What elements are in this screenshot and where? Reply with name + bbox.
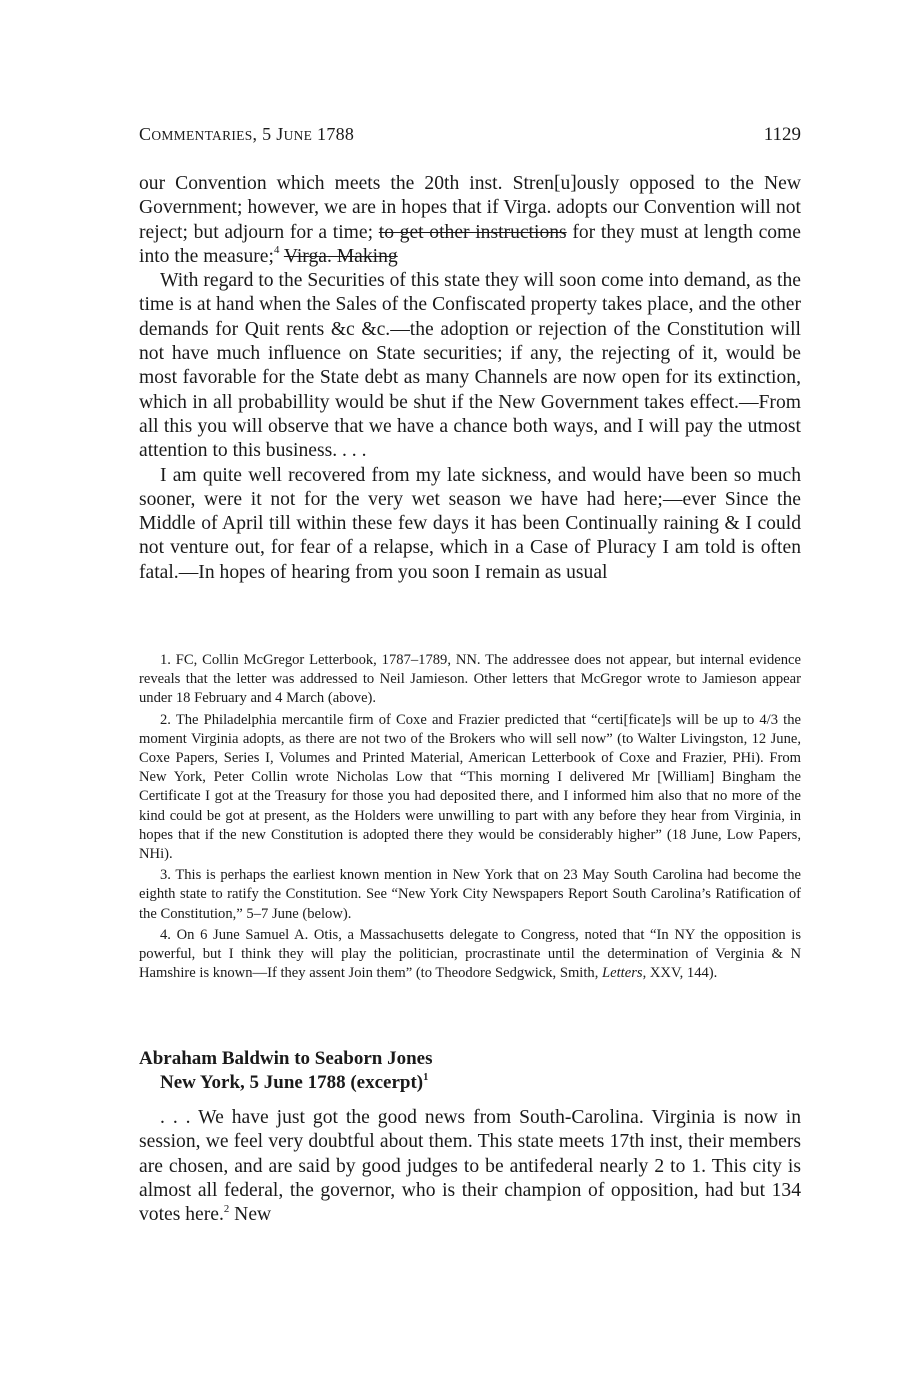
- footnote-ref[interactable]: 4: [273, 244, 280, 257]
- letter-paragraph-3: I am quite well recovered from my late sickness, and would have been so much sooner, were it not for the very wet season we have had here;—ever Since the Middle of April till within these few days it has been Continually raining & I could not venture out, for fear of a relapse, which in a Case of Pluracy I am told is often fatal.—In hopes of hearing from you soon I remain as usual: [139, 464, 801, 583]
- running-head: COMMENTARIES, 5 JUNE 1788: [139, 124, 355, 144]
- page-number: 1129: [763, 124, 801, 145]
- struck-text: Virga. Making: [283, 245, 398, 267]
- letter-paragraph-1: our Convention which meets the 20th inst. Stren[u]ously opposed to the New Government; however, we are in hopes that if Virga. adopts our Convention will not reject; but adjourn for a time; to get other instructions for they must at length come into the measure;$^4$ Virga. Making: [139, 173, 801, 267]
- footnote-ref[interactable]: 2: [223, 1202, 230, 1215]
- document-body: [139, 1106, 801, 1227]
- document-dateline: New York, 5 June 1788 (excerpt)$^1$: [160, 1071, 429, 1093]
- letter-body: [139, 172, 801, 585]
- struck-text: to get other instructions: [378, 221, 567, 243]
- document-heading: [139, 1047, 801, 1095]
- document-paragraph: . . . We have just got the good news from South-Carolina. Virginia is now in session, we feel very doubtful about them. This state meets 17th inst, their members are chosen, and are said by good judges to be antifederal nearly 2 to 1. This city is almost all federal, the governor, who is their champion of opposition, had but 134 votes here.$^2$ New: [139, 1107, 801, 1226]
- footnote-1: 1. FC, Collin McGregor Letterbook, 1787–1789, NN. The addressee does not appear, but internal evidence reveals that the letter was addressed to Neil Jamieson. Other letters that McGregor wrote to Jamieson appear under 18 February and 4 March (above).: [139, 652, 801, 707]
- letter-paragraph-2: With regard to the Securities of this state they will soon come into demand, as the time is at hand when the Sales of the Confiscated property takes place, and the other demands for Quit rents &c &c.—the adoption or rejection of the Constitution will not have much influence on State securities; if any, the rejecting of it, would be most favorable for the State debt as many Channels are now open for its extinction, which in all probabillity would be shut if the New Government takes effect.—From all this you will observe that we have a chance both ways, and I will pay the utmost attention to this business. . . .: [139, 270, 801, 462]
- footnote-4: 4. On 6 June Samuel A. Otis, a Massachusetts delegate to Congress, noted that “In NY the opposition is powerful, but I think they will play the politician, procrastinate until the determination of Verginia & N Hamshire is known—If they assent Join them” (to Theodore Sedgwick, Smith, Letters, XXV, 144).: [139, 926, 801, 982]
- footnote-ref[interactable]: 1: [423, 1071, 429, 1083]
- footnote-2: 2. The Philadelphia mercantile firm of Coxe and Frazier predicted that “certi[ficate]s will be up to 4/3 the moment Virginia adopts, as there are not two of the Brokers who will sell now” (to Walter Livingston, 12 June, Coxe Papers, Series I, Volumes and Printed Material, American Letterbook of Coxe and Frazier, PHi). From New York, Peter Collin wrote Nicholas Low that “This morning I delivered Mr [William] Bingham the Certificate I got at the Treasury for those you had deposited there, and I informed him also that no more of the kind could be got at present, as the Holders were unwilling to part with any before they hear from Virginia, in hopes that if the new Constitution is adopted there they would be considerably higher” (18 June, Low Papers, NHi).: [139, 711, 801, 863]
- footnote-3: 3. This is perhaps the earliest known mention in New York that on 23 May South Carolina had become the eighth state to ratify the Constitution. See “New York City Newspapers Report South Carolina’s Ratification of the Constitution,” 5–7 June (below).: [139, 867, 801, 922]
- footnotes: [139, 651, 801, 983]
- document-title: Abraham Baldwin to Seaborn Jones: [139, 1048, 433, 1069]
- page-header: [139, 124, 801, 148]
